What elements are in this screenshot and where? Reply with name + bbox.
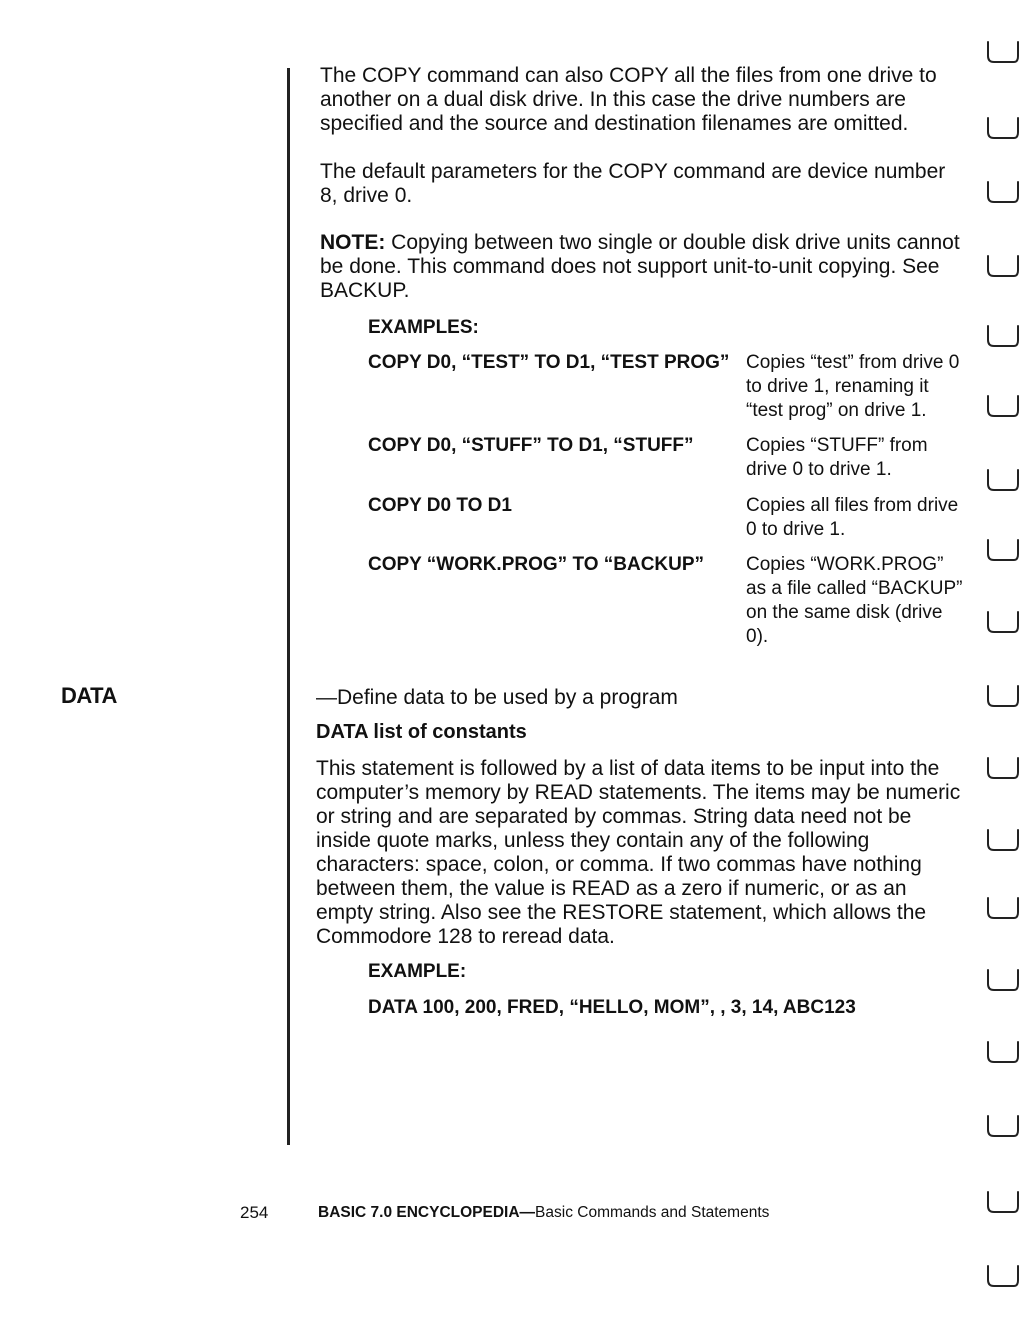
example-description: Copies all files from drive 0 to drive 1. — [746, 495, 959, 540]
example-command: COPY D0 TO D1 — [368, 495, 512, 516]
example-command: COPY “WORK.PROG” TO “BACKUP” — [368, 554, 705, 575]
data-example: DATA 100, 200, FRED, “HELLO, MOM”, , 3, 14, ABC123 — [368, 997, 856, 1018]
side-label-data: DATA — [61, 683, 117, 708]
binding-holes-icon — [978, 30, 1028, 1300]
data-tagline: —Define data to be used by a program — [316, 686, 678, 709]
example-description: Copies “STUFF” from drive 0 to drive 1. — [746, 435, 928, 480]
copy-paragraph-1: The COPY command can also COPY all the files from one drive to another on a dual disk drive. In this case the drive numbers are specified and the source and destination filenames are omitted. — [320, 64, 937, 135]
examples-heading: EXAMPLES: — [368, 317, 479, 338]
example-command: COPY D0, “TEST” TO D1, “TEST PROG” — [368, 352, 730, 373]
footer-title-bold: BASIC 7.0 ENCYCLOPEDIA— — [318, 1204, 536, 1221]
running-footer — [318, 1204, 769, 1222]
example-command: COPY D0, “STUFF” TO D1, “STUFF” — [368, 435, 694, 456]
data-body: This statement is followed by a list of data items to be input into the computer’s memory by READ statements. The items may be numeric or string and are separated by commas. String data need not be inside quote marks, unless they contain any of the following characters: space, colon, or comma. If two commas have nothing between them, the value is READ as a zero if numeric, or as an empty string. Also see the RESTORE statement, which allows the Commodore 128 to reread data. — [316, 757, 961, 948]
example-description: Copies “WORK.PROG” as a file called “BACKUP” on the same disk (drive 0). — [746, 554, 963, 647]
data-syntax: DATA list of constants — [316, 721, 527, 743]
note-label: NOTE: — [320, 231, 386, 254]
margin-rule — [287, 68, 290, 1145]
example-description: Copies “test” from drive 0 to drive 1, renaming it “test prog” on drive 1. — [746, 352, 960, 421]
copy-paragraph-2: The default parameters for the COPY command are device number 8, drive 0. — [320, 160, 946, 207]
footer-title-rest: Basic Commands and Statements — [535, 1204, 770, 1221]
data-example-heading: EXAMPLE: — [368, 961, 467, 982]
page-number: 254 — [240, 1203, 269, 1222]
note-text: Copying between two single or double disk drive units cannot be done. This command does not support unit-to-unit copying. See BACKUP. — [320, 231, 960, 302]
copy-note — [320, 231, 965, 303]
